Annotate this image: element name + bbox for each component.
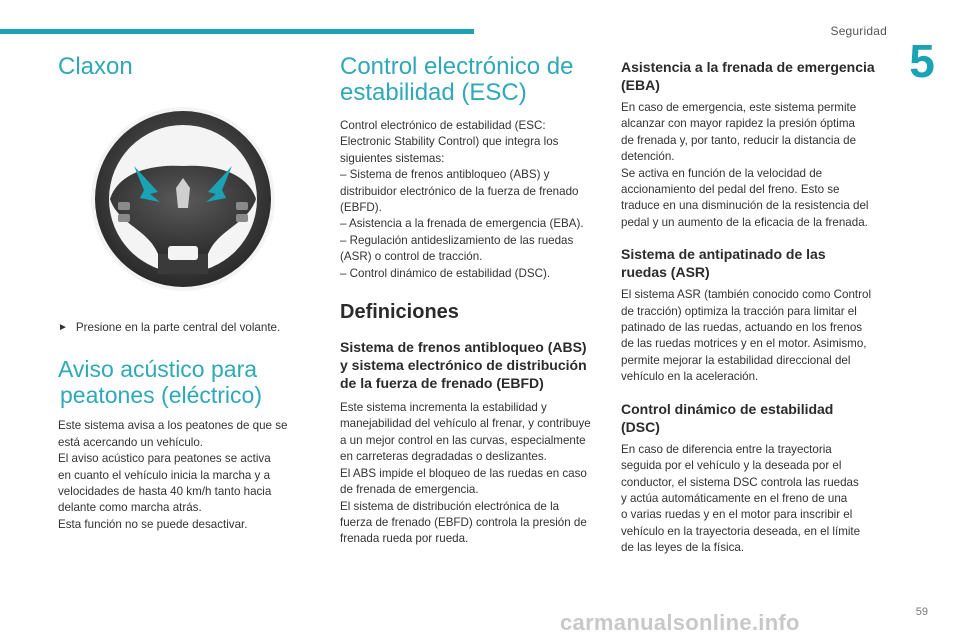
asr-title: Sistema de antipatinado de las ruedas (ASR): [621, 246, 826, 281]
horn-instruction: ► Presione en la parte central del volante.: [58, 320, 304, 336]
column-left: [58, 54, 304, 533]
page-number: 59: [915, 606, 928, 618]
abs-text: Este sistema incrementa la estabilidad y manejabilidad del vehículo al frenar, y contribuye a un mejor control en las curvas, especialmente en carreteras degradadas o deslizantes. El ABS impide el bloqueo de las ruedas en caso de frenada de emergencia. El sistema de distribución electrónica de la fuerza de frenado (EBFD) controla la presión de frenada rueda por rueda.: [340, 401, 591, 546]
asr-text: El sistema ASR (también conocido como Control de tracción) optimiza la tracción para limitar el patinado de las ruedas, actuando en los frenos de las ruedas motrices y en el motor. Asimismo, permite mejorar la estabilidad direccional del vehículo en la aceleración.: [621, 288, 872, 384]
pedestrian-warning-title: Aviso acústico para peatones (eléctrico): [58, 356, 262, 409]
horn-title: Claxon: [58, 53, 133, 80]
esc-title: Control electrónico de estabilidad (ESC): [340, 53, 574, 106]
dsc-text: En caso de diferencia entre la trayectoria seguida por el vehículo y la deseada por el conductor, el sistema DSC controla las ruedas y actúa automáticamente en el freno de una o varias ruedas y en el motor para inscribir el vehículo en la trayectoria deseada, en el límite de las leyes de la física.: [621, 442, 861, 555]
dsc-title: Control dinámico de estabilidad (DSC): [621, 400, 834, 435]
column-right: [621, 58, 889, 557]
steering-wheel-icon: [88, 104, 278, 294]
eba-title: Asistencia a la frenada de emergencia (EBA): [621, 59, 875, 93]
section-title: Seguridad: [830, 24, 887, 38]
eba-text: En caso de emergencia, este sistema permite alcanzar con mayor rapidez la presión óptima de frenada y, por tanto, reducir la distancia de detención. Se activa en función de la velocidad de accionamiento del pedal del freno. Esto se traduce en una disminución de la resistencia del pedal y un aumento de la eficacia de la frenada.: [621, 101, 869, 229]
steering-wheel-illustration: [88, 104, 278, 294]
watermark: carmanualsonline.info: [560, 610, 800, 635]
esc-text: Control electrónico de estabilidad (ESC: Electronic Stability Control) que integra los siguientes sistemas: – Sistema de frenos antibloqueo (ABS) y distribuidor electrónico de la fuerza de frenado (EBFD). – Asistencia a la frenada de emergencia (EBA). – Regulación antideslizamiento de las ruedas (ASR) o control de tracción. – Control dinámico de estabilidad (DSC).: [340, 119, 584, 280]
pedestrian-warning-text: Este sistema avisa a los peatones de que se está acercando un vehículo. El aviso acústico para peatones se activa en cuanto el vehículo inicia la marcha y a velocidades de hasta 40 km/h tanto hacia delante como marcha atrás. Esta función no se puede desactivar.: [58, 419, 288, 531]
column-middle: [340, 54, 602, 548]
arrow-right-icon: ►: [58, 322, 68, 333]
chapter-number: 5: [909, 35, 935, 87]
abs-title: Sistema de frenos antibloqueo (ABS) y sistema electrónico de distribución de la fuerza de frenado (EBFD): [340, 339, 587, 392]
definitions-title: Definiciones: [340, 301, 459, 324]
header-accent-bar: [0, 29, 474, 34]
